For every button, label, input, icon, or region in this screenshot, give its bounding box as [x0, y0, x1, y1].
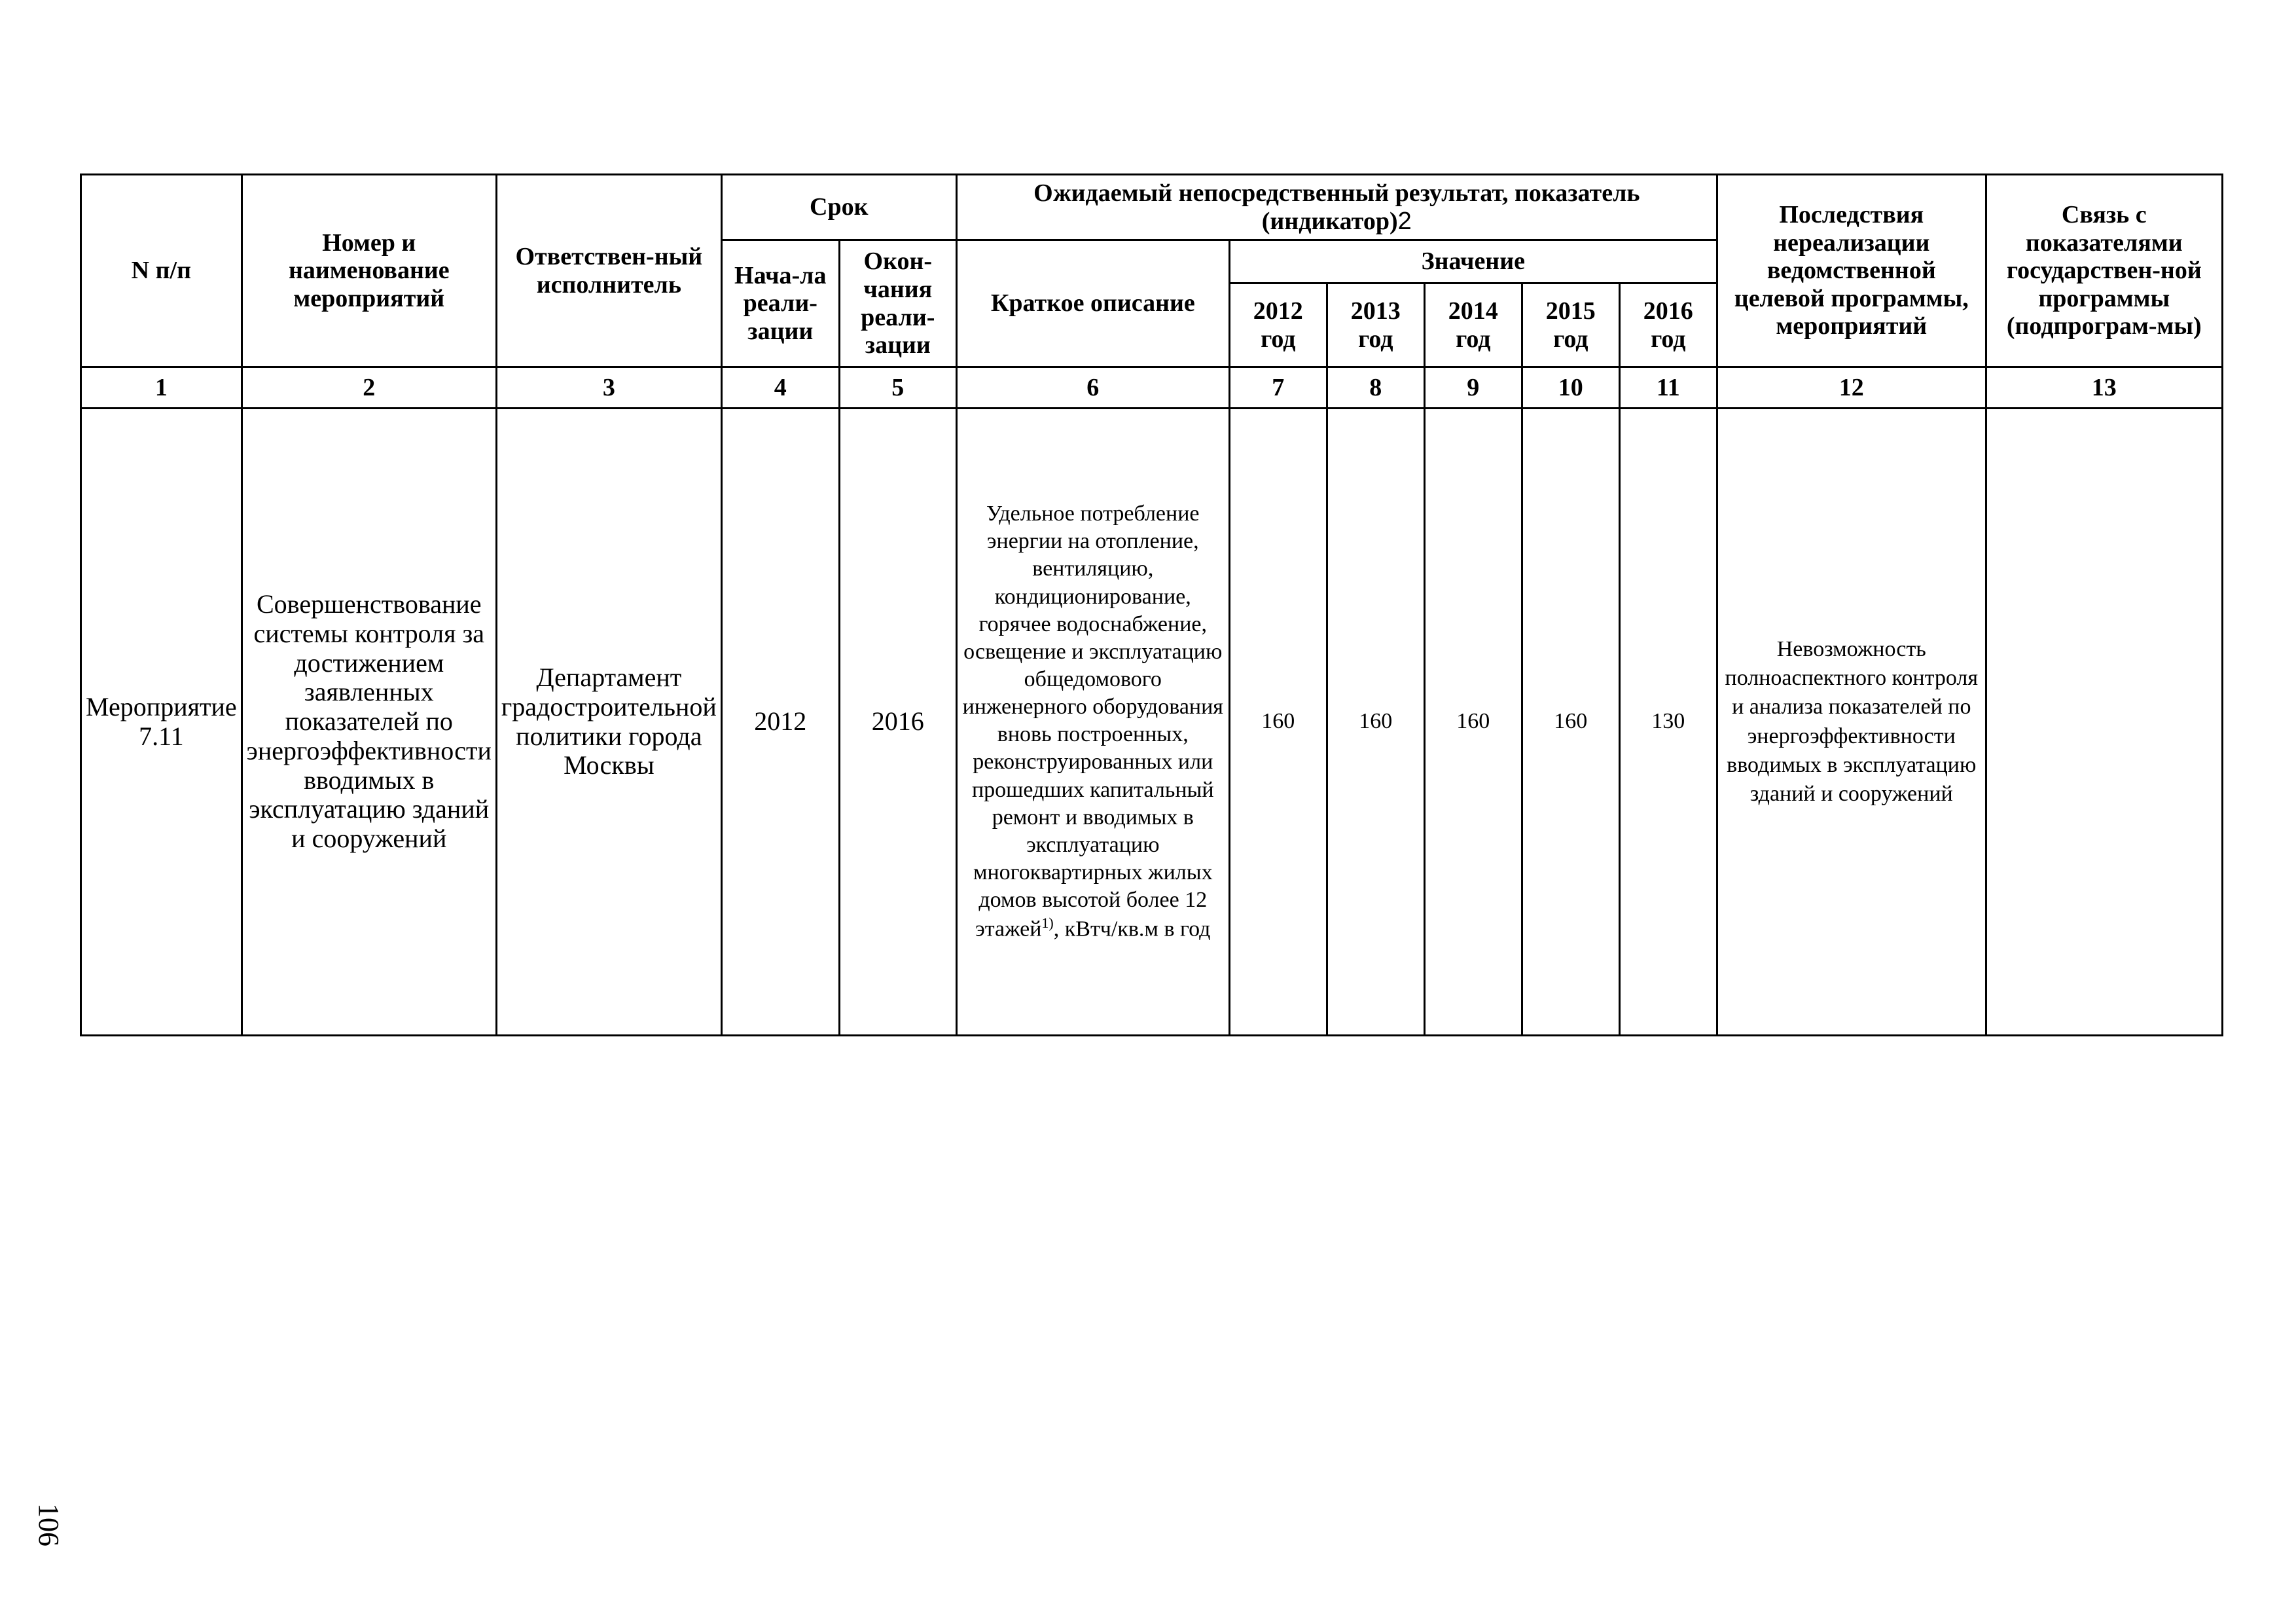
row-value-2014: 160 [1424, 409, 1522, 1036]
row-description-unit: , кВтч/кв.м в год [1053, 917, 1211, 941]
row-value-2012: 160 [1229, 409, 1327, 1036]
column-number: 8 [1327, 367, 1424, 409]
header-consequences: Последствия нереализации ведомственной целевой программы, мероприятий [1717, 175, 1986, 367]
row-value-2016: 130 [1619, 409, 1717, 1036]
row-end: 2016 [839, 409, 956, 1036]
header-value: Значение [1229, 240, 1717, 283]
row-link [1986, 409, 2222, 1036]
header-start: Нача-ла реали-зации [721, 240, 839, 367]
header-row-1 [81, 175, 2223, 240]
row-description [956, 409, 1229, 1036]
header-year-2013: 2013 год [1327, 283, 1424, 367]
header-year-2016: 2016 год [1619, 283, 1717, 367]
header-name: Номер и наименование мероприятий [242, 175, 496, 367]
header-link: Связь с показателями государствен-ной программы (подпрограм-мы) [1986, 175, 2222, 367]
header-year-2014: 2014 год [1424, 283, 1522, 367]
header-year-2012: 2012 год [1229, 283, 1327, 367]
header-result-mark: 2 [1397, 207, 1412, 235]
row-consequences: Невозможность полноаспектного контроля и анализа показателей по энергоэффективности вводимых в эксплуатацию зданий и сооружений [1717, 409, 1986, 1036]
program-table [80, 173, 2223, 1036]
row-description-footnote: 1) [1041, 915, 1054, 932]
header-result [956, 175, 1717, 240]
row-responsible: Департамент градостроительной политики города Москвы [496, 409, 721, 1036]
column-number: 2 [242, 367, 496, 409]
row-value-2015: 160 [1522, 409, 1619, 1036]
header-year-2015: 2015 год [1522, 283, 1619, 367]
page-number: 106 [33, 1503, 65, 1546]
column-number: 11 [1619, 367, 1717, 409]
column-number: 3 [496, 367, 721, 409]
column-number: 1 [81, 367, 242, 409]
row-num: Мероприятие 7.11 [81, 409, 242, 1036]
row-value-2013: 160 [1327, 409, 1424, 1036]
header-description: Краткое описание [956, 240, 1229, 367]
column-number: 13 [1986, 367, 2222, 409]
column-number: 5 [839, 367, 956, 409]
column-number: 9 [1424, 367, 1522, 409]
column-number: 6 [956, 367, 1229, 409]
header-end: Окон-чания реали-зации [839, 240, 956, 367]
row-name: Совершенствование системы контроля за достижением заявленных показателей по энергоэффективности вводимых в эксплуатацию зданий и сооружений [242, 409, 496, 1036]
column-number: 10 [1522, 367, 1619, 409]
row-start: 2012 [721, 409, 839, 1036]
header-term: Срок [721, 175, 956, 240]
column-number: 12 [1717, 367, 1986, 409]
column-number: 4 [721, 367, 839, 409]
header-responsible: Ответствен-ный исполнитель [496, 175, 721, 367]
header-num: N п/п [81, 175, 242, 367]
header-result-text: Ожидаемый непосредственный результат, показатель (индикатор) [1033, 179, 1640, 235]
column-number-row [81, 367, 2223, 409]
column-number: 7 [1229, 367, 1327, 409]
row-description-text: Удельное потребление энергии на отопление, вентиляцию, кондиционирование, горячее водоснабжение, освещение и эксплуатацию общедомового инженерного оборудования вновь построенных, реконструированных или прошедших капитальный ремонт и вводимых в эксплуатацию многоквартирных жилых домов высотой более 12 этажей [962, 501, 1223, 941]
table-row [81, 409, 2223, 1036]
